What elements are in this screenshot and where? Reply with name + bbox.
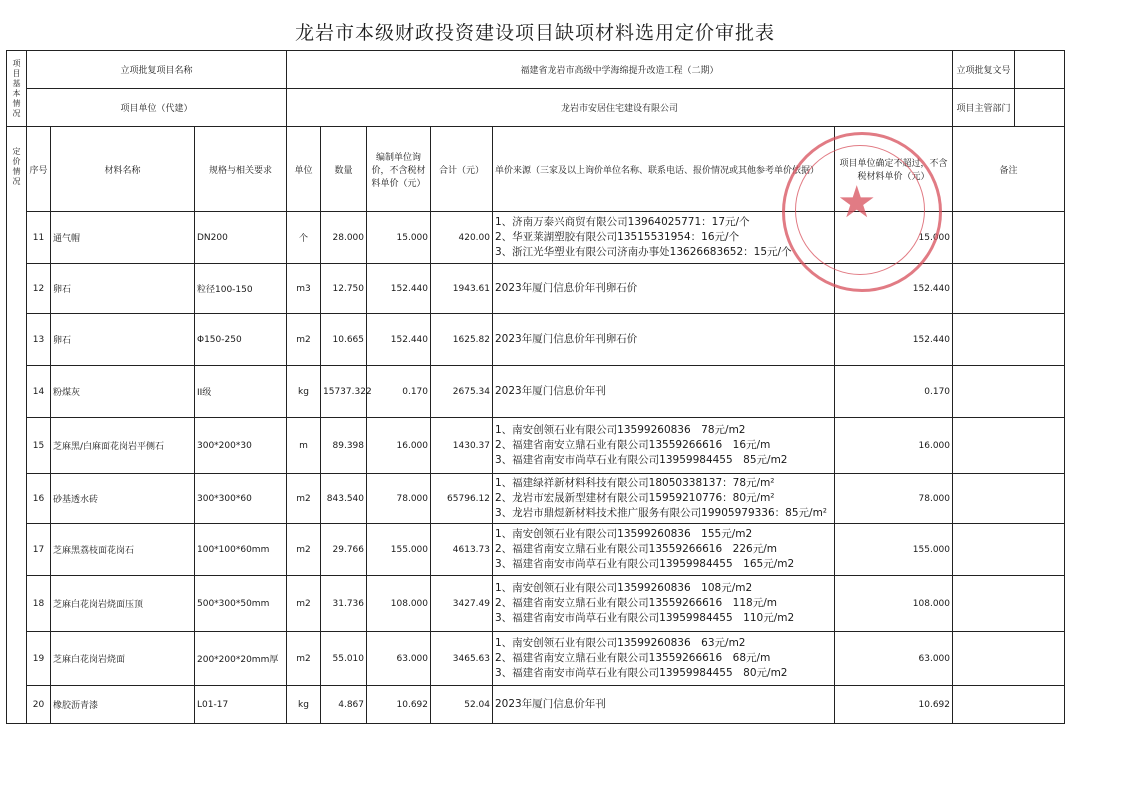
row-spec: 300*300*60 [195,474,287,524]
row-qty: 28.000 [321,212,367,264]
row-price: 16.000 [367,418,431,474]
row-qty: 29.766 [321,524,367,576]
row-seq: 14 [27,366,51,418]
row-qty: 31.736 [321,576,367,632]
row-spec: II级 [195,366,287,418]
header-remark: 备注 [953,127,1065,212]
page-title: 龙岩市本级财政投资建设项目缺项材料选用定价审批表 [294,22,775,44]
row-price: 152.440 [367,264,431,314]
row-material: 芝麻白花岗岩烧面压顶 [51,576,195,632]
row-remark [953,366,1065,418]
row-price: 152.440 [367,314,431,366]
source-line: 2、福建省南安立鼎石业有限公司13559266616 68元/m [495,652,771,664]
approval-doc-label: 立项批复文号 [953,51,1015,89]
row-unit: m3 [287,264,321,314]
source-line: 3、福建省南安市尚草石业有限公司13959984455 85元/m2 [495,454,788,466]
header-source: 单价来源（三家及以上询价单位名称、联系电话、报价情况或其他参考单价依据） [493,127,835,212]
row-unit: 个 [287,212,321,264]
row-approved-price: 78.000 [835,474,953,524]
table-row [7,632,1065,686]
row-price-source [493,314,835,366]
table-row [7,686,1065,724]
row-price: 63.000 [367,632,431,686]
table-row [7,418,1065,474]
row-price: 10.692 [367,686,431,724]
header-qty: 数量 [321,127,367,212]
row-price-source [493,686,835,724]
source-line: 3、福建省南安市尚草石业有限公司13959984455 110元/m2 [495,612,795,624]
row-price-source [493,524,835,576]
row-qty: 843.540 [321,474,367,524]
row-remark [953,212,1065,264]
row-material: 橡胶沥青漆 [51,686,195,724]
row-qty: 15737.322 [321,366,367,418]
row-spec: DN200 [195,212,287,264]
header-total: 合计（元） [431,127,493,212]
project-unit-label: 项目单位（代建） [27,89,287,127]
row-unit: m2 [287,314,321,366]
row-spec: 100*100*60mm [195,524,287,576]
source-line: 3、浙江光华塑业有限公司济南办事处13626683652：15元/个 [495,246,792,258]
row-spec: 300*200*30 [195,418,287,474]
side-label-project-info: 项目基本情况 [7,51,27,127]
source-line: 2、龙岩市宏晟新型建材有限公司15959210776：80元/m² [495,492,775,504]
header-material: 材料名称 [51,127,195,212]
side-label-pricing-info: 定价情况 [7,127,27,724]
row-material: 卵石 [51,314,195,366]
row-seq: 19 [27,632,51,686]
row-total: 1430.37 [431,418,493,474]
source-line: 3、龙岩市鼎煜新材料技术推广服务有限公司19905979336：85元/m² [495,507,827,519]
source-line: 1、福建绿祥新材料科技有限公司18050338137：78元/m² [495,477,775,489]
table-row [7,366,1065,418]
row-unit: kg [287,686,321,724]
row-approved-price: 152.440 [835,314,953,366]
row-qty: 89.398 [321,418,367,474]
row-total: 2675.34 [431,366,493,418]
row-remark [953,524,1065,576]
source-line: 2023年厦门信息价年刊 [495,385,606,397]
table-row [7,314,1065,366]
source-line: 2023年厦门信息价年刊卵石价 [495,282,638,294]
source-line: 1、南安创领石业有限公司13599260836 78元/m2 [495,424,746,436]
row-qty: 55.010 [321,632,367,686]
source-line: 2、福建省南安立鼎石业有限公司13559266616 16元/m [495,439,771,451]
project-unit-value: 龙岩市安居住宅建设有限公司 [287,89,953,127]
source-line: 2023年厦门信息价年刊 [495,698,606,710]
row-price: 78.000 [367,474,431,524]
header-unit-price: 编制单位询价，不含税材料单价（元） [367,127,431,212]
source-line: 1、济南万泰兴商贸有限公司13964025771：17元/个 [495,216,750,228]
row-spec: 200*200*20mm厚 [195,632,287,686]
table-row [7,576,1065,632]
row-remark [953,686,1065,724]
header-unit: 单位 [287,127,321,212]
row-price-source [493,576,835,632]
row-unit: m2 [287,474,321,524]
row-total: 1943.61 [431,264,493,314]
row-unit: m2 [287,576,321,632]
row-seq: 15 [27,418,51,474]
row-qty: 4.867 [321,686,367,724]
row-seq: 12 [27,264,51,314]
row-price: 155.000 [367,524,431,576]
source-line: 1、南安创领石业有限公司13599260836 63元/m2 [495,637,746,649]
row-spec: Φ150-250 [195,314,287,366]
row-remark [953,418,1065,474]
official-seal-stamp [782,132,942,292]
row-total: 4613.73 [431,524,493,576]
row-seq: 18 [27,576,51,632]
source-line: 2023年厦门信息价年刊卵石价 [495,333,638,345]
row-remark [953,314,1065,366]
row-total: 52.04 [431,686,493,724]
row-price: 108.000 [367,576,431,632]
project-name-value: 福建省龙岩市高级中学海绵提升改造工程（二期） [287,51,953,89]
row-unit: m2 [287,632,321,686]
row-total: 3465.63 [431,632,493,686]
source-line: 1、南安创领石业有限公司13599260836 155元/m2 [495,528,753,540]
row-material: 卵石 [51,264,195,314]
row-remark [953,264,1065,314]
table-row [7,474,1065,524]
row-approved-price: 0.170 [835,366,953,418]
row-seq: 16 [27,474,51,524]
dept-value [1015,89,1065,127]
row-unit: kg [287,366,321,418]
table-row [7,524,1065,576]
row-remark [953,474,1065,524]
row-material: 芝麻黑/白麻面花岗岩平侧石 [51,418,195,474]
row-remark [953,576,1065,632]
row-approved-price: 15.000 [835,212,953,264]
row-price-source [493,474,835,524]
row-seq: 20 [27,686,51,724]
row-material: 芝麻黑荔枝面花岗石 [51,524,195,576]
approval-doc-value [1015,51,1065,89]
source-line: 3、福建省南安市尚草石业有限公司13959984455 165元/m2 [495,558,795,570]
row-price: 0.170 [367,366,431,418]
row-remark [953,632,1065,686]
row-spec: 500*300*50mm [195,576,287,632]
row-approved-price: 108.000 [835,576,953,632]
row-price: 15.000 [367,212,431,264]
row-approved-price: 10.692 [835,686,953,724]
source-line: 1、南安创领石业有限公司13599260836 108元/m2 [495,582,753,594]
row-qty: 12.750 [321,264,367,314]
source-line: 3、福建省南安市尚草石业有限公司13959984455 80元/m2 [495,667,788,679]
row-spec: 粒径100-150 [195,264,287,314]
project-name-label: 立项批复项目名称 [27,51,287,89]
row-total: 420.00 [431,212,493,264]
row-qty: 10.665 [321,314,367,366]
row-price-source [493,418,835,474]
row-material: 通气帽 [51,212,195,264]
row-total: 65796.12 [431,474,493,524]
row-price-source [493,366,835,418]
row-price-source [493,632,835,686]
row-total: 3427.49 [431,576,493,632]
row-material: 粉煤灰 [51,366,195,418]
row-approved-price: 16.000 [835,418,953,474]
row-total: 1625.82 [431,314,493,366]
row-approved-price: 152.440 [835,264,953,314]
row-seq: 11 [27,212,51,264]
row-unit: m [287,418,321,474]
row-price-source [493,264,835,314]
row-unit: m2 [287,524,321,576]
row-material: 芝麻白花岗岩烧面 [51,632,195,686]
header-approved-price: 项目单位确定不超过，不含税材料单价（元） [835,127,953,212]
source-line: 2、福建省南安立鼎石业有限公司13559266616 118元/m [495,597,777,609]
row-seq: 13 [27,314,51,366]
row-seq: 17 [27,524,51,576]
header-seq: 序号 [27,127,51,212]
source-line: 2、华亚莱湖塑胶有限公司13515531954：16元/个 [495,231,740,243]
header-spec: 规格与相关要求 [195,127,287,212]
source-line: 2、福建省南安立鼎石业有限公司13559266616 226元/m [495,543,777,555]
row-spec: L01-17 [195,686,287,724]
dept-label: 项目主管部门 [953,89,1015,127]
row-approved-price: 63.000 [835,632,953,686]
row-material: 砂基透水砖 [51,474,195,524]
seal-star-icon: ★ [837,177,877,228]
row-approved-price: 155.000 [835,524,953,576]
